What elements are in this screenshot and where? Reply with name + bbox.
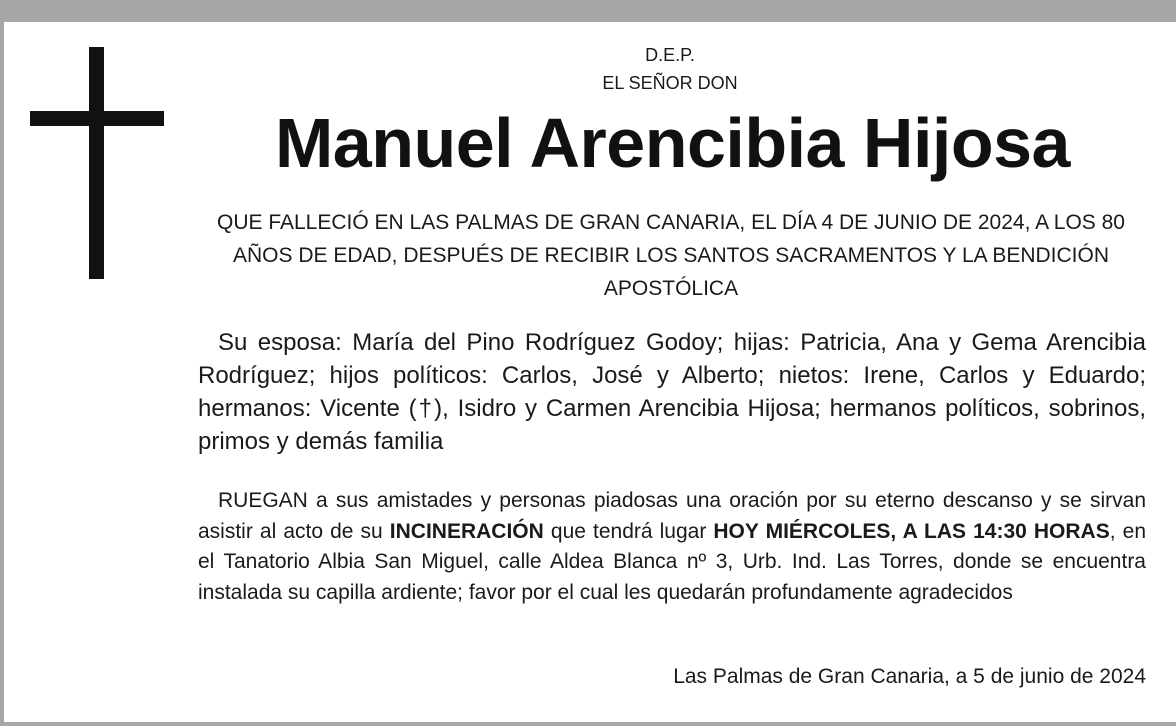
request-text-2: que tendrá lugar xyxy=(543,519,714,543)
bottom-frame-border xyxy=(0,722,1176,726)
request-text-1: RUEGAN a sus amistades y personas piadosas una oración por su eterno descanso y se sirvan asistir al acto de su xyxy=(198,489,1146,543)
honorific-heading: EL SEÑOR DON xyxy=(602,73,738,93)
place-date-line: Las Palmas de Gran Canaria, a 5 de junio de 2024 xyxy=(673,665,1146,688)
dep-heading: D.E.P. xyxy=(645,45,695,65)
death-announcement: QUE FALLECIÓ EN LAS PALMAS DE GRAN CANARIA, EL DÍA 4 DE JUNIO DE 2024, A LOS 80 AÑOS DE EDAD, DESPUÉS DE RECIBIR LOS SANTOS SACRAMENTOS Y LA BENDICIÓN APOSTÓLICA xyxy=(216,211,1125,300)
cross-icon xyxy=(30,47,164,279)
deceased-name: Manuel Arencibia Hijosa xyxy=(274,104,1070,182)
family-paragraph: Su esposa: María del Pino Rodríguez Godoy; hijas: Patricia, Ana y Gema Arencibia Rodríguez; hijos políticos: Carlos, José y Alberto; nietos: Irene, Carlos y Eduardo; hermanos: Vicente (†), Isidro y Carmen Arencibia Hijosa; hermanos políticos, sobrinos, primos y demás familia xyxy=(198,329,1146,455)
request-paragraph xyxy=(198,486,1146,608)
cross-vertical-bar xyxy=(89,47,104,279)
request-text-3: , en el Tanatorio Albia San Miguel, calle Aldea Blanca nº 3, Urb. Ind. Las Torres, donde se encuentra instalada su capilla ardiente; favor por el cual les quedarán profundamente agradecidos xyxy=(198,519,1147,604)
left-frame-border xyxy=(0,22,4,726)
ceremony-time: HOY MIÉRCOLES, A LAS 14:30 HORAS xyxy=(713,519,1110,543)
top-frame-bar xyxy=(0,0,1176,22)
cross-horizontal-bar xyxy=(30,111,164,126)
ceremony-type: INCINERACIÓN xyxy=(389,519,544,543)
